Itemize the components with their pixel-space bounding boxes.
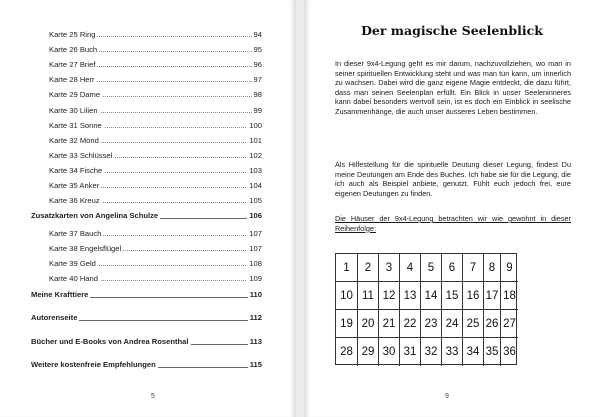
toc-section-entry bbox=[0, 313, 296, 326]
house-cell: 19 bbox=[336, 310, 358, 338]
toc-entry-label: Karte 38 Engelsflügel bbox=[49, 244, 122, 254]
house-cell: 21 bbox=[379, 310, 400, 338]
toc-entry-page: 104 bbox=[249, 181, 262, 190]
toc-card-entry bbox=[0, 90, 296, 103]
toc-card-entry bbox=[0, 121, 296, 134]
toc-entry-label: Karte 33 Schlüssel bbox=[49, 150, 113, 160]
toc-entry-label: Meine Krafttiere bbox=[31, 290, 89, 299]
house-cell: 15 bbox=[442, 282, 463, 310]
toc-section-entry bbox=[0, 360, 296, 373]
house-cell: 18 bbox=[501, 282, 518, 310]
toc-entry-label: Karte 39 Geld bbox=[49, 259, 96, 269]
house-cell: 3 bbox=[379, 254, 400, 282]
house-cell: 7 bbox=[463, 254, 484, 282]
house-cell: 14 bbox=[421, 282, 442, 310]
interpretation-paragraph: Als Hilfestellung für die spirituelle Deutung dieser Legung, findest Du meine Deutungen am Ende des Buches. Ich habe sie für die Legung, die ich auch als Beispiel anbiete, genutzt. Fühlt euch jedoch frei, eure eigenen Deutungen zu finden. bbox=[335, 160, 571, 198]
toc-section-entry bbox=[0, 337, 296, 350]
house-cell: 25 bbox=[463, 310, 484, 338]
house-cell: 26 bbox=[484, 310, 501, 338]
toc-entry-label: Karte 25 Ring bbox=[49, 30, 96, 39]
toc-entry-page: 107 bbox=[249, 229, 262, 238]
toc-entry-page: 109 bbox=[249, 274, 262, 284]
house-cell: 13 bbox=[400, 282, 421, 310]
house-cell: 10 bbox=[336, 282, 358, 310]
house-cell: 28 bbox=[336, 338, 358, 366]
house-cell: 22 bbox=[400, 310, 421, 338]
toc-card-entry bbox=[0, 229, 296, 242]
house-cell: 17 bbox=[484, 282, 501, 310]
toc-entry-page: 113 bbox=[249, 337, 262, 346]
toc-card-entry bbox=[0, 244, 296, 257]
toc-entry-label: Karte 26 Buch bbox=[49, 45, 98, 55]
house-cell: 24 bbox=[442, 310, 463, 338]
house-cell: 6 bbox=[442, 254, 463, 282]
toc-entry-page: 106 bbox=[249, 211, 262, 220]
toc-entry-label: Karte 31 Sonne bbox=[49, 120, 102, 130]
house-grid bbox=[335, 253, 517, 365]
toc-entry-label: Karte 30 Lilien bbox=[49, 105, 98, 115]
toc-card-entry bbox=[0, 259, 296, 272]
toc-entry-label: Weitere kostenfreie Empfehlungen bbox=[31, 360, 156, 369]
toc-entry-label: Karte 29 Dame bbox=[49, 90, 101, 100]
house-cell: 4 bbox=[400, 254, 421, 282]
toc-section-entry bbox=[0, 211, 296, 224]
house-cell: 34 bbox=[463, 338, 484, 366]
toc-card-entry bbox=[0, 166, 296, 179]
house-cell: 30 bbox=[379, 338, 400, 366]
toc-entry-page: 99 bbox=[253, 105, 262, 115]
toc-entry-page: 108 bbox=[249, 259, 262, 269]
house-cell: 1 bbox=[336, 254, 358, 282]
toc-card-entry bbox=[0, 75, 296, 88]
toc-card-entry bbox=[0, 30, 296, 43]
toc-entry-page: 96 bbox=[253, 60, 262, 70]
toc-section-entry bbox=[0, 290, 296, 303]
toc-entry-page: 102 bbox=[249, 150, 262, 160]
toc-entry-page: 94 bbox=[253, 30, 262, 39]
toc-entry-page: 110 bbox=[249, 290, 262, 299]
toc-entry-page: 98 bbox=[253, 90, 262, 100]
house-order-paragraph: Die Häuser der 9x4-Legung betrachten wir wie gewohnt in dieser Reihenfolge: bbox=[335, 214, 571, 233]
toc-entry-label: Bücher und E-Books von Andrea Rosenthal bbox=[31, 337, 189, 346]
house-cell: 16 bbox=[463, 282, 484, 310]
toc-entry-page: 115 bbox=[249, 360, 262, 369]
toc-entry-label: Karte 37 Bauch bbox=[49, 229, 102, 238]
house-cell: 35 bbox=[484, 338, 501, 366]
page-title: Der magische Seelenblick bbox=[361, 23, 543, 38]
house-cell: 12 bbox=[379, 282, 400, 310]
house-cell: 32 bbox=[421, 338, 442, 366]
toc-entry-label: Karte 36 Kreuz bbox=[49, 196, 100, 206]
toc-entry-label: Karte 28 Herr bbox=[49, 75, 95, 85]
toc-card-entry bbox=[0, 181, 296, 194]
house-cell: 29 bbox=[358, 338, 379, 366]
toc-card-entry bbox=[0, 136, 296, 149]
toc-entry-page: 101 bbox=[249, 135, 262, 145]
toc-card-entry bbox=[0, 196, 296, 209]
house-cell: 23 bbox=[421, 310, 442, 338]
toc-card-entry bbox=[0, 151, 296, 164]
toc-entry-page: 107 bbox=[249, 244, 262, 254]
toc-entry-label: Karte 34 Fische bbox=[49, 165, 103, 175]
left-page-number: 5 bbox=[151, 393, 155, 400]
house-cell: 33 bbox=[442, 338, 463, 366]
house-cell: 5 bbox=[421, 254, 442, 282]
toc-entry-page: 112 bbox=[249, 313, 262, 322]
house-cell: 8 bbox=[484, 254, 501, 282]
intro-paragraph: In dieser 9x4-Legung geht es mir darum, nachzuvollziehen, wo man in seiner spirituellen Entwicklung steht und was man tun kann, um innerlich zu wachsen. Dabei wird die ganz eigene Magie entdeckt, die dazu führt, dass man seinen Seelenplan erfüllt. Ein Blick in unser Seeleninneres kann dabei besonders wertvoll sein, ist es doch ein Einblick in seelische Zusammenhänge, die auch unser äusseres Leben bestimmen. bbox=[335, 59, 571, 116]
house-cell: 2 bbox=[358, 254, 379, 282]
toc-entry-label: Karte 40 Hand bbox=[49, 274, 98, 284]
house-cell: 36 bbox=[503, 346, 516, 358]
house-cell: 11 bbox=[358, 282, 379, 310]
house-cell: 9 bbox=[501, 254, 518, 282]
toc-entry-label: Karte 35 Anker bbox=[49, 181, 100, 190]
toc-entry-page: 105 bbox=[249, 196, 262, 206]
toc-card-entry bbox=[0, 274, 296, 287]
toc-card-entry bbox=[0, 45, 296, 58]
house-cell: 27 bbox=[501, 310, 518, 338]
toc-entry-label: Autorenseite bbox=[31, 313, 78, 322]
toc-entry-label: Karte 32 Mond bbox=[49, 135, 99, 145]
right-page-number: 9 bbox=[445, 393, 449, 400]
toc-entry-page: 103 bbox=[249, 165, 262, 175]
toc-card-entry bbox=[0, 106, 296, 119]
toc-entry-label: Zusatzkarten von Angelina Schulze bbox=[31, 211, 159, 220]
house-cell: 31 bbox=[400, 338, 421, 366]
house-cell: 20 bbox=[358, 310, 379, 338]
toc-entry-page: 95 bbox=[253, 45, 262, 55]
toc-entry-page: 97 bbox=[253, 75, 262, 85]
toc-entry-page: 100 bbox=[249, 120, 262, 130]
toc-card-entry bbox=[0, 60, 296, 73]
toc-entry-label: Karte 27 Brief bbox=[49, 60, 96, 70]
